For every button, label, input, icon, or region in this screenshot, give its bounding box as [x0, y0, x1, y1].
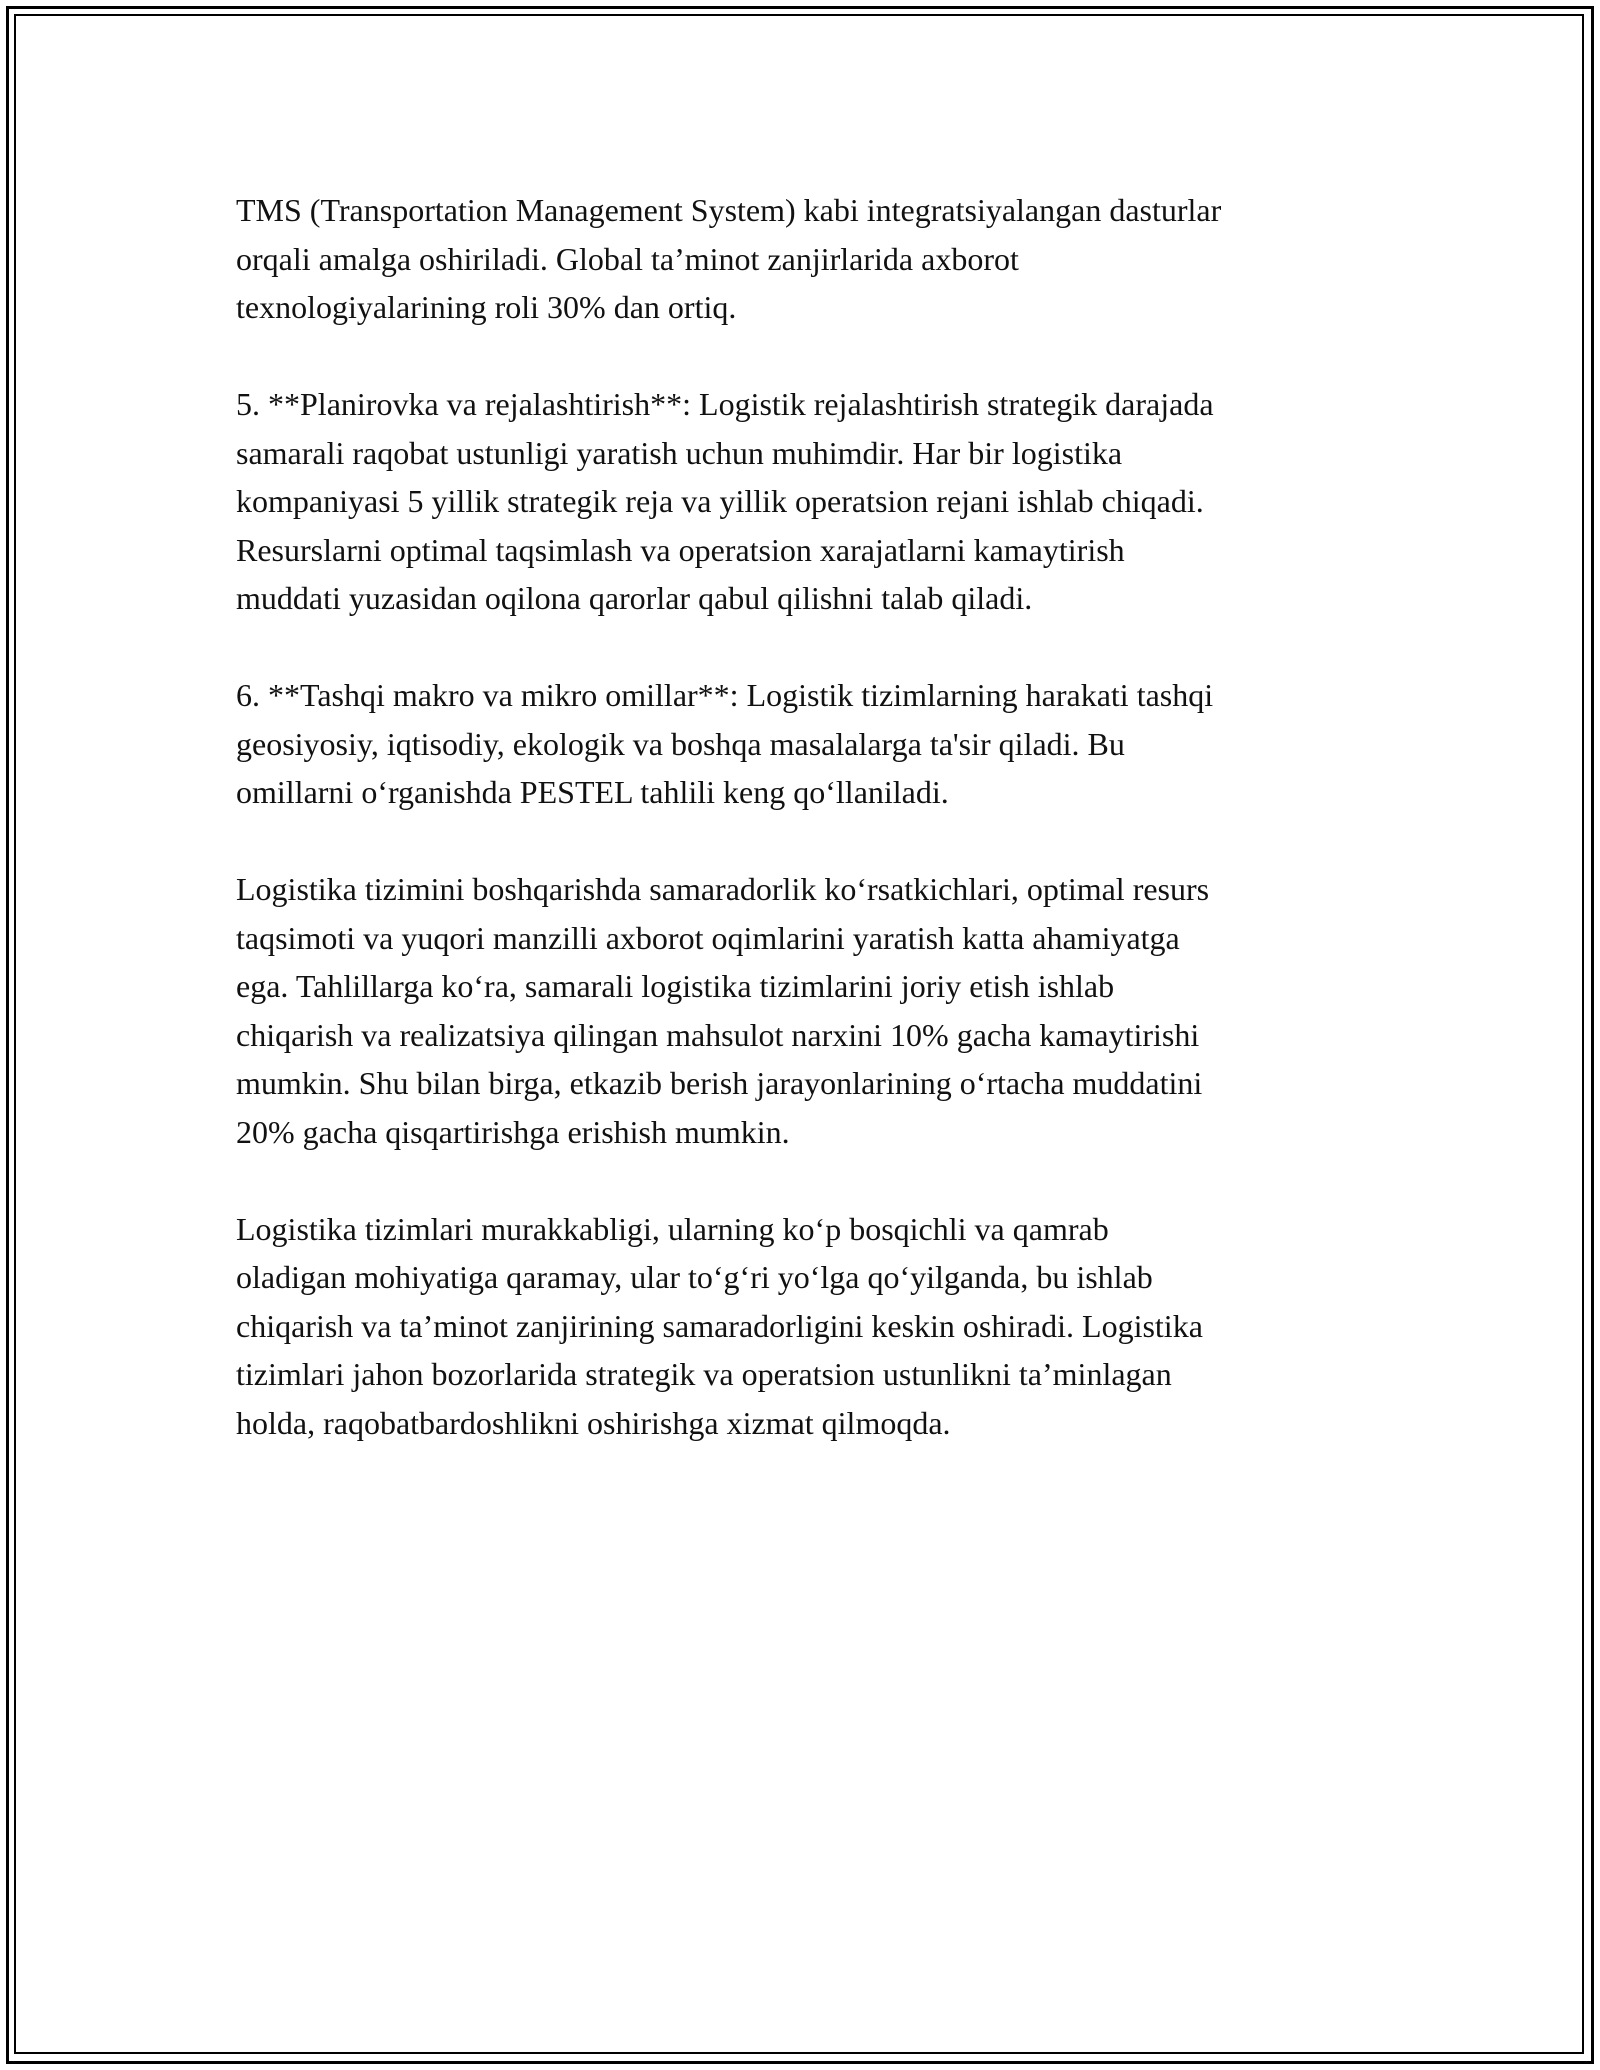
- text-line: chiqarish va ta’minot zanjirining samaradorligini keskin oshiradi. Logistika: [236, 1307, 1203, 1344]
- text-line: TMS (Transportation Management System) kabi integratsiyalangan dasturlar: [236, 192, 1222, 228]
- text-line: ega. Tahlillarga koʻra, samarali logistika tizimlarini joriy etish ishlab: [236, 968, 1115, 1004]
- paragraph-planirovka: [236, 380, 1386, 623]
- text-line: geosiyosiy, iqtisodiy, ekologik va boshqa masalalarga ta'sir qiladi. Bu: [236, 725, 1125, 762]
- text-line: muddati yuzasidan oqilona qarorlar qabul qilishni talab qiladi.: [236, 580, 1033, 616]
- text-line: omillarni oʻrganishda PESTEL tahlili keng qoʻllaniladi.: [236, 774, 949, 810]
- text-line: texnologiyalarining roli 30% dan ortiq.: [236, 289, 737, 325]
- text-line: mumkin. Shu bilan birga, etkazib berish jarayonlarining oʻrtacha muddatini: [236, 1065, 1203, 1101]
- text-line: tizimlari jahon bozorlarida strategik va operatsion ustunlikni ta’minlagan: [236, 1356, 1172, 1392]
- text-line: oladigan mohiyatiga qaramay, ular toʻgʻri yoʻlga qoʻyilganda, bu ishlab: [236, 1259, 1153, 1295]
- document-body: [236, 186, 1386, 1496]
- text-line: taqsimoti va yuqori manzilli axborot oqimlarini yaratish katta ahamiyatga: [236, 919, 1180, 956]
- text-line: chiqarish va realizatsiya qilingan mahsulot narxini 10% gacha kamaytirishi: [236, 1016, 1200, 1053]
- text-line: Resurslarni optimal taqsimlash va operatsion xarajatlarni kamaytirish: [236, 531, 1125, 568]
- paragraph-xulosa: [236, 1205, 1386, 1448]
- paragraph-tms: [236, 186, 1386, 332]
- text-line: kompaniyasi 5 yillik strategik reja va yillik operatsion rejani ishlab chiqadi.: [236, 483, 1204, 519]
- text-line: 6. **Tashqi makro va mikro omillar**: Logistik tizimlarning harakati tashqi: [236, 677, 1214, 713]
- text-line: samarali raqobat ustunligi yaratish uchun muhimdir. Har bir logistika: [236, 434, 1123, 471]
- paragraph-tashqi-omillar: [236, 671, 1386, 817]
- text-line: orqali amalga oshiriladi. Global ta’minot zanjirlarida axborot: [236, 240, 1019, 277]
- text-line: Logistika tizimini boshqarishda samaradorlik koʻrsatkichlari, optimal resurs: [236, 871, 1210, 907]
- text-line: holda, raqobatbardoshlikni oshirishga xizmat qilmoqda.: [236, 1404, 951, 1441]
- text-line: Logistika tizimlari murakkabligi, ularning koʻp bosqichli va qamrab: [236, 1210, 1109, 1247]
- text-line: 5. **Planirovka va rejalashtirish**: Logistik rejalashtirish strategik darajada: [236, 386, 1214, 422]
- paragraph-samaradorlik: [236, 865, 1386, 1156]
- text-line: 20% gacha qisqartirishga erishish mumkin.: [236, 1113, 790, 1150]
